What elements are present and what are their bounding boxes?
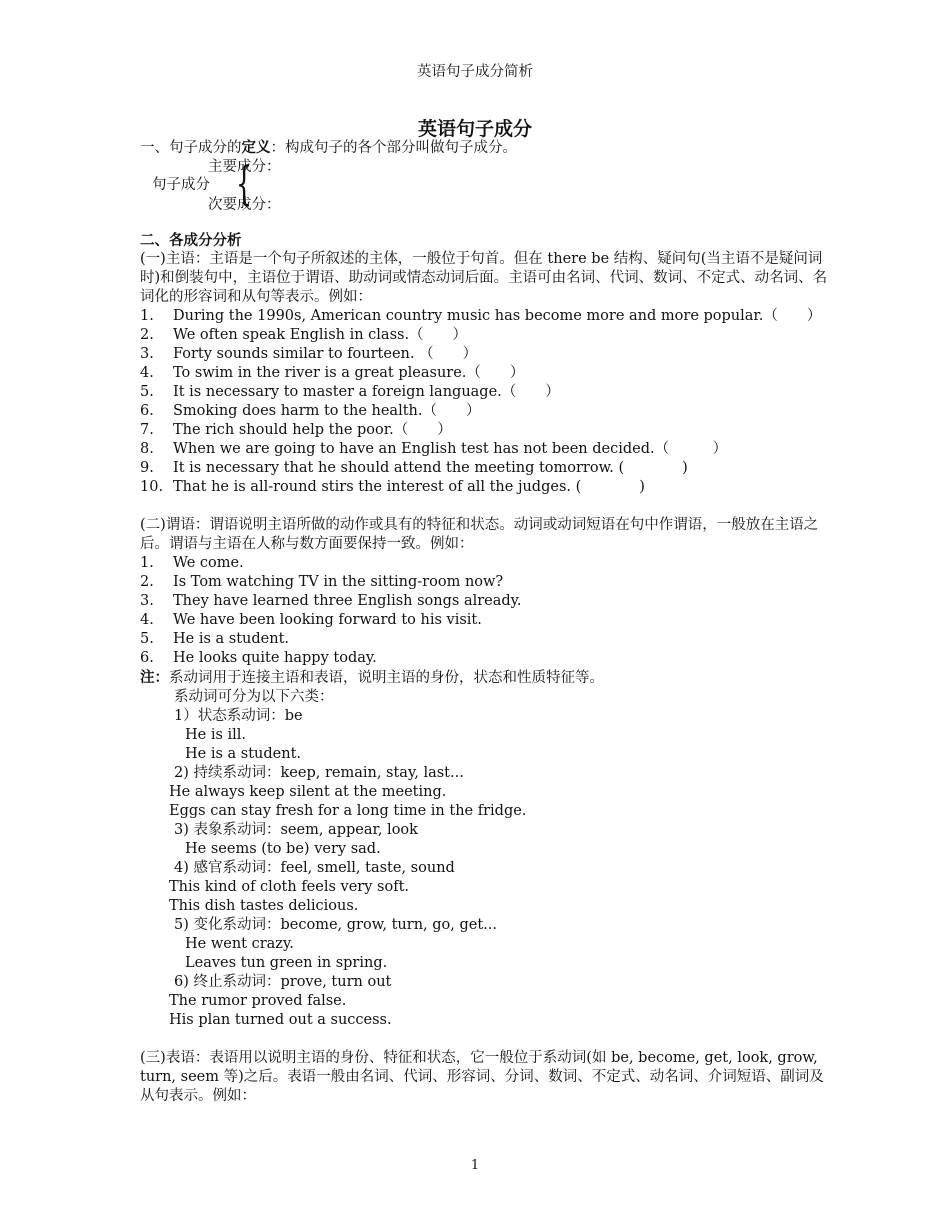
list-item-number: 2. [140, 574, 154, 590]
list-item [140, 649, 830, 668]
running-header: 英语句子成分简析 [417, 64, 533, 80]
definition-bold: 定义 [241, 139, 271, 156]
list-item-number: 8. [140, 441, 154, 457]
list-item-number: 5. [140, 384, 154, 400]
list-item [140, 459, 830, 478]
list-item-text: We come. [173, 555, 244, 571]
list-item-text: Forty sounds similar to fourteen. （ ） [173, 346, 478, 362]
list-item-text: We often speak English in class.（ ） [173, 327, 468, 343]
example-sentence: Eggs can stay fresh for a long time in the fridge. [169, 803, 527, 819]
page-number: 1 [470, 1158, 480, 1173]
list-item-number: 6. [140, 403, 154, 419]
linking-verb-type-label: 3) 表象系动词：seem, appear, look [174, 822, 418, 838]
list-item-number: 3. [140, 593, 154, 609]
list-item-number: 9. [140, 460, 154, 476]
note-subline: 系动词可分为以下六类： [174, 689, 334, 705]
list-item [140, 307, 830, 326]
definition-prefix: 一、句子成分的 [140, 140, 242, 156]
linking-verb-type-label: 5) 变化系动词：become, grow, turn, go, get... [174, 917, 498, 933]
example-sentence: This kind of cloth feels very soft. [169, 879, 410, 895]
list-item [140, 421, 830, 440]
linking-verb-type-label: 1）状态系动词：be [174, 708, 303, 724]
list-item-text: We have been looking forward to his visit. [173, 612, 482, 628]
list-item-text: The rich should help the poor.（ ） [173, 422, 452, 438]
linking-verb-type-label: 2) 持续系动词：keep, remain, stay, last... [174, 765, 464, 781]
example-sentence: He seems (to be) very sad. [185, 841, 381, 857]
list-item-number: 6. [140, 650, 154, 666]
list-item-text: During the 1990s, American country music has become more and more popular.（ ） [173, 308, 822, 324]
list-item-number: 1. [140, 308, 154, 324]
note-text: 系动词用于连接主语和表语，说明主语的身份，状态和性质特征等。 [169, 670, 604, 686]
linking-verb-types [140, 707, 830, 1030]
list-item-text: Smoking does harm to the health.（ ） [173, 403, 481, 419]
main-components-label: 主要成分： [208, 159, 281, 175]
list-item [140, 383, 830, 402]
list-item-text: They have learned three English songs already. [173, 593, 522, 609]
page-title: 英语句子成分 [417, 118, 532, 140]
subject-examples-list [140, 307, 830, 497]
example-sentence: He is ill. [185, 727, 247, 743]
list-item-text: He is a student. [173, 631, 290, 647]
list-item [140, 440, 830, 459]
predicate-examples-list [140, 554, 830, 668]
list-item-text: It is necessary that he should attend the meeting tomorrow. ( ) [173, 460, 688, 476]
list-item-text: He looks quite happy today. [173, 650, 377, 666]
list-item [140, 611, 830, 630]
note-label: 注： [140, 669, 169, 686]
list-item [140, 345, 830, 364]
list-item [140, 592, 830, 611]
example-sentence: This dish tastes delicious. [169, 898, 359, 914]
list-item [140, 364, 830, 383]
document-body [140, 138, 830, 1106]
list-item-text: When we are going to have an English test has not been decided.（ ） [173, 441, 728, 457]
definition-line [140, 138, 830, 158]
list-item-number: 3. [140, 346, 154, 362]
list-item-number: 2. [140, 327, 154, 343]
complement-intro: (三)表语：表语用以说明主语的身份、特征和状态，它一般位于系动词(如 be, become, get, look, grow, turn, seem 等)之后。表语一般由名词、代词、形容词、分词、数词、不定式、动名词、介词短语、副词及从句表示。例如： [140, 1050, 824, 1104]
minor-components-label: 次要成分： [208, 197, 281, 213]
brace-symbol: { [236, 156, 253, 210]
linking-verb-type-label: 4) 感官系动词：feel, smell, taste, sound [174, 860, 455, 876]
sentence-components-diagram [140, 158, 830, 212]
predicate-intro: (二)谓语：谓语说明主语所做的动作或具有的特征和状态。动词或动词短语在句中作谓语，一般放在主语之后。谓语与主语在人称与数方面要保持一致。例如： [140, 517, 819, 552]
section-heading-analysis: 二、各成分分析 [140, 232, 242, 249]
note-line [140, 668, 830, 688]
list-item [140, 478, 830, 497]
list-item-number: 7. [140, 422, 154, 438]
list-item-number: 1. [140, 555, 154, 571]
list-item-text: Is Tom watching TV in the sitting-room now? [173, 574, 504, 590]
list-item [140, 326, 830, 345]
example-sentence: He is a student. [185, 746, 302, 762]
example-sentence: He went crazy. [185, 936, 294, 952]
example-sentence: His plan turned out a success. [169, 1012, 392, 1028]
sentence-components-label: 句子成分 [152, 177, 210, 193]
definition-rest: ：构成句子的各个部分叫做句子成分。 [270, 140, 517, 156]
example-sentence: The rumor proved false. [169, 993, 347, 1009]
list-item-text: It is necessary to master a foreign language.（ ） [173, 384, 560, 400]
list-item-text: That he is all-round stirs the interest of all the judges. ( ) [173, 479, 645, 495]
linking-verb-type-label: 6) 终止系动词：prove, turn out [174, 974, 392, 990]
example-sentence: He always keep silent at the meeting. [169, 784, 447, 800]
list-item [140, 554, 830, 573]
list-item [140, 402, 830, 421]
list-item [140, 573, 830, 592]
example-sentence: Leaves tun green in spring. [185, 955, 388, 971]
list-item-number: 5. [140, 631, 154, 647]
subject-intro: (一)主语：主语是一个句子所叙述的主体，一般位于句首。但在 there be 结构、疑问句(当主语不是疑问词时)和倒装句中，主语位于谓语、助动词或情态动词后面。主语可由名词、代词、数词、不定式、动名词、名词化的形容词和从句等表示。例如： [140, 251, 828, 305]
list-item-number: 4. [140, 365, 154, 381]
list-item-text: To swim in the river is a great pleasure.（ ） [173, 365, 525, 381]
list-item-number: 10. [140, 479, 164, 495]
list-item [140, 630, 830, 649]
list-item-number: 4. [140, 612, 154, 628]
